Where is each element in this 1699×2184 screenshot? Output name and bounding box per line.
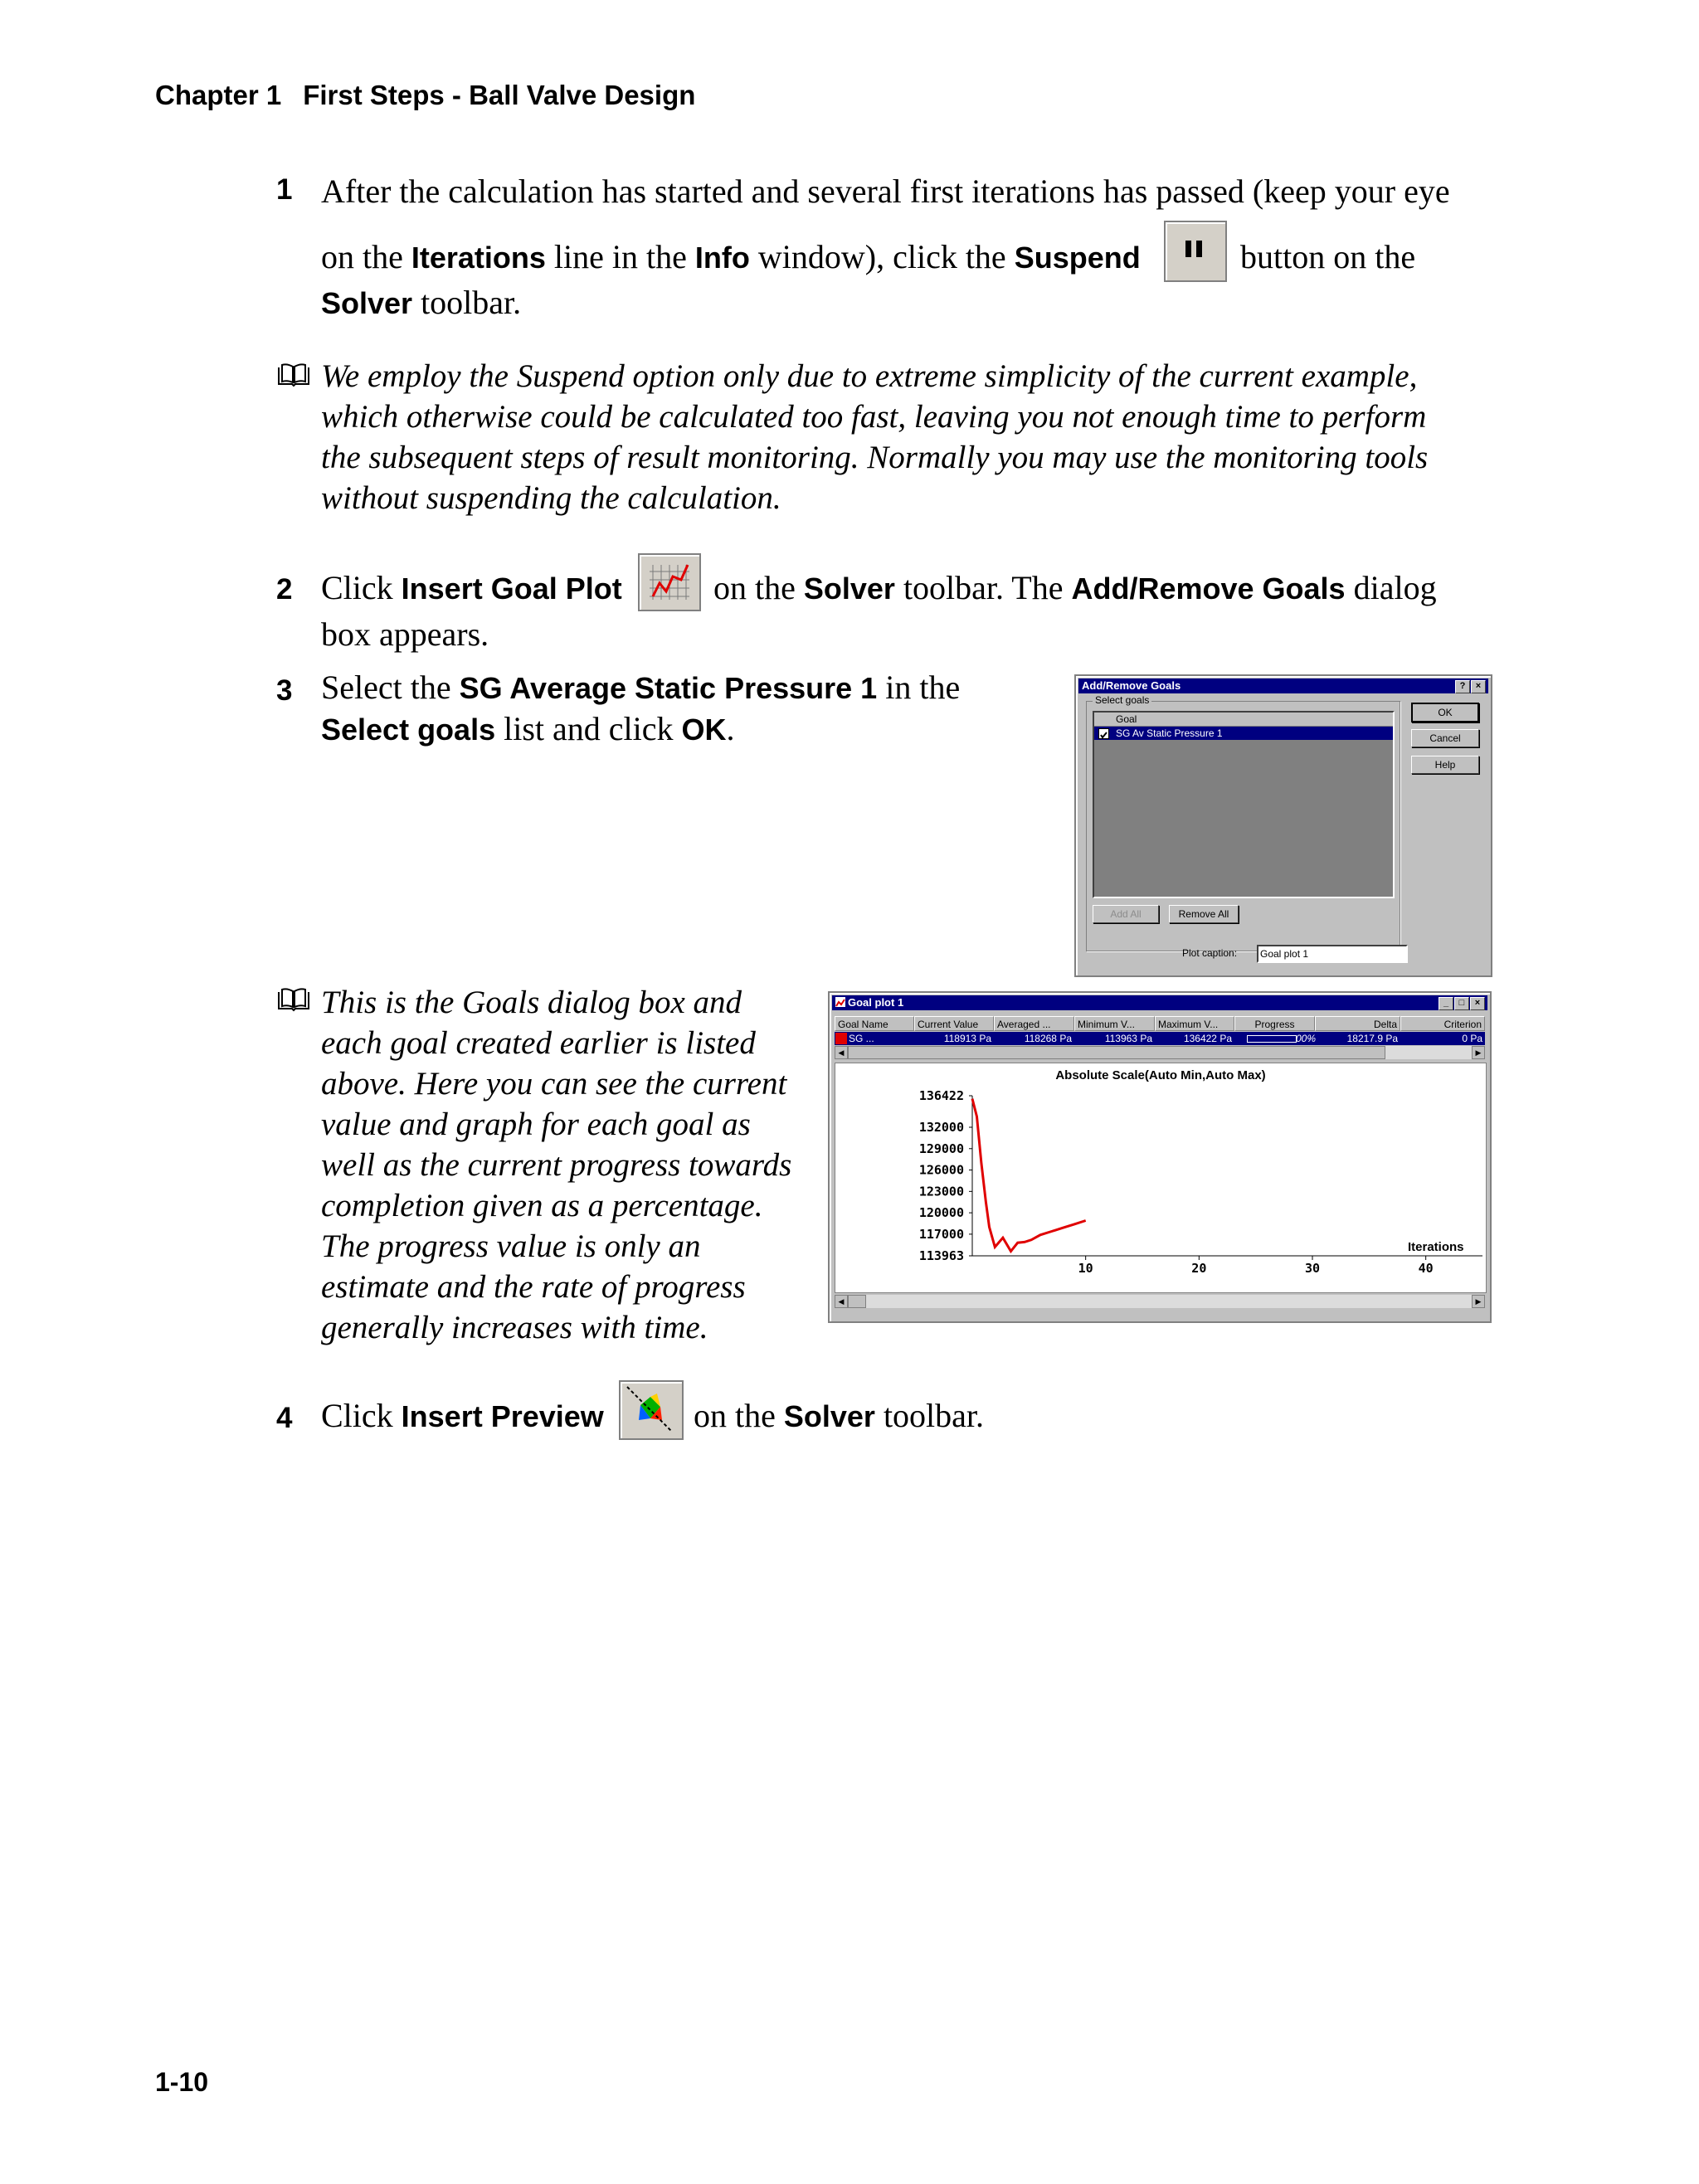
scroll-left-button[interactable]: ◀ bbox=[835, 1295, 848, 1308]
note-line: each goal created earlier is listed bbox=[321, 1025, 756, 1061]
step2-line1b bbox=[713, 565, 1437, 612]
text: on the bbox=[321, 238, 411, 275]
step4-line-a bbox=[321, 1393, 604, 1440]
note-line: The progress value is only an bbox=[321, 1228, 701, 1264]
goal-column-header: Goal bbox=[1116, 713, 1137, 725]
step1-line2 bbox=[321, 234, 1141, 281]
text-strong: OK bbox=[681, 713, 727, 747]
y-tick-label: 123000 bbox=[918, 1184, 964, 1199]
chapter-label: Chapter 1 bbox=[155, 80, 282, 110]
step3-line2 bbox=[321, 706, 735, 753]
plot-caption-label: Plot caption: bbox=[1182, 947, 1238, 959]
cell: 113963 Pa bbox=[1104, 1033, 1152, 1044]
series-color-swatch bbox=[835, 1033, 847, 1044]
text-strong: Solver bbox=[783, 1399, 875, 1433]
text: Click bbox=[321, 1397, 402, 1434]
note-line: above. Here you can see the current bbox=[321, 1066, 787, 1102]
x-axis-label: Iterations bbox=[1408, 1240, 1464, 1254]
plot-caption-input[interactable]: Goal plot 1 bbox=[1257, 945, 1408, 963]
column-header[interactable]: Delta bbox=[1315, 1016, 1400, 1031]
add-remove-goals-dialog bbox=[1074, 674, 1492, 977]
y-tick-label: 117000 bbox=[918, 1226, 964, 1242]
goal-row[interactable] bbox=[1094, 727, 1393, 740]
remove-all-button[interactable]: Remove All bbox=[1169, 905, 1239, 923]
text-strong: Solver bbox=[803, 572, 895, 606]
close-button[interactable]: × bbox=[1470, 997, 1485, 1010]
text: dialog bbox=[1345, 569, 1437, 606]
book-icon bbox=[277, 362, 310, 387]
goal-plot-title: Goal plot 1 bbox=[848, 996, 904, 1009]
x-tick-label: 30 bbox=[1304, 1261, 1321, 1276]
help-title-button[interactable]: ? bbox=[1455, 680, 1470, 693]
text: toolbar. bbox=[874, 1397, 985, 1434]
column-header[interactable]: Current Value bbox=[914, 1016, 994, 1031]
preview-icon bbox=[621, 1382, 682, 1438]
step2-line1a bbox=[321, 565, 622, 612]
text: toolbar. The bbox=[894, 569, 1072, 606]
text-strong: Add/Remove Goals bbox=[1071, 572, 1346, 606]
text-strong: Select goals bbox=[321, 713, 496, 747]
cancel-button[interactable]: Cancel bbox=[1411, 729, 1479, 747]
progress-value: 00% bbox=[1296, 1033, 1317, 1044]
close-button[interactable]: × bbox=[1471, 680, 1486, 693]
cell: SG ... bbox=[849, 1033, 874, 1044]
text: line in the bbox=[545, 238, 695, 275]
text: window), click the bbox=[749, 238, 1015, 275]
column-header[interactable]: Goal Name bbox=[835, 1016, 914, 1031]
scroll-left-button[interactable]: ◀ bbox=[835, 1046, 848, 1059]
suspend-button-image bbox=[1164, 221, 1227, 282]
step1-line2-end: button on the bbox=[1240, 238, 1416, 275]
scroll-thumb[interactable] bbox=[848, 1295, 866, 1308]
step3-line1 bbox=[321, 664, 960, 712]
goal-name: SG Av Static Pressure 1 bbox=[1116, 727, 1223, 739]
step1-line3 bbox=[321, 280, 521, 327]
note-line: completion given as a percentage. bbox=[321, 1188, 763, 1223]
step-number: 2 bbox=[276, 573, 293, 606]
step-number: 3 bbox=[276, 674, 293, 707]
column-header[interactable]: Maximum V... bbox=[1155, 1016, 1234, 1031]
column-header[interactable]: Minimum V... bbox=[1074, 1016, 1155, 1031]
text: on the bbox=[713, 569, 804, 606]
goals-list[interactable] bbox=[1093, 711, 1395, 898]
pause-icon bbox=[1166, 222, 1225, 280]
text: Click bbox=[321, 569, 402, 606]
step1-line1: After the calculation has started and several first iterations has passed (keep your eye bbox=[321, 173, 1450, 210]
goal-plot-window bbox=[828, 991, 1492, 1323]
x-tick-label: 40 bbox=[1418, 1261, 1434, 1276]
step-number: 4 bbox=[276, 1402, 293, 1434]
text-strong: Info bbox=[694, 241, 750, 275]
cell: 18217.9 Pa bbox=[1346, 1033, 1398, 1044]
text-strong: SG Average Static Pressure 1 bbox=[459, 671, 878, 705]
goal-table-header bbox=[835, 1016, 1485, 1031]
series-line bbox=[972, 1099, 1086, 1252]
note-line: estimate and the rate of progress bbox=[321, 1269, 746, 1305]
scroll-right-button[interactable]: ▶ bbox=[1472, 1295, 1485, 1308]
page-number: 1-10 bbox=[155, 2067, 209, 2097]
note-2 bbox=[321, 982, 791, 1348]
cell: 118913 Pa bbox=[943, 1033, 991, 1044]
goal-plot-icon bbox=[640, 555, 699, 610]
chapter-title: First Steps - Ball Valve Design bbox=[303, 80, 696, 110]
text: in the bbox=[877, 669, 961, 706]
note-line: generally increases with time. bbox=[321, 1310, 708, 1345]
progress-bar bbox=[1247, 1035, 1297, 1043]
column-header[interactable]: Criterion bbox=[1400, 1016, 1485, 1031]
scroll-thumb[interactable] bbox=[848, 1046, 1385, 1059]
x-tick-label: 10 bbox=[1078, 1261, 1093, 1276]
column-header[interactable]: Progress bbox=[1234, 1016, 1315, 1031]
step-number: 1 bbox=[276, 173, 293, 206]
checkbox-icon[interactable] bbox=[1098, 728, 1109, 739]
y-tick-label: 126000 bbox=[918, 1162, 964, 1178]
note-line: well as the current progress towards bbox=[321, 1147, 792, 1183]
note-line: the subsequent steps of result monitoring. Normally you may use the monitoring tools bbox=[321, 440, 1429, 475]
note-line: without suspending the calculation. bbox=[321, 480, 781, 516]
chapter-header bbox=[155, 80, 695, 111]
y-tick-label: 136422 bbox=[918, 1088, 964, 1103]
text: . bbox=[726, 710, 735, 747]
note-line: value and graph for each goal as bbox=[321, 1107, 751, 1142]
goal-plot-button-image bbox=[638, 553, 701, 611]
preview-button-image bbox=[619, 1380, 684, 1440]
note-line: We employ the Suspend option only due to extreme simplicity of the current example, bbox=[321, 358, 1418, 394]
help-button[interactable]: Help bbox=[1411, 756, 1479, 774]
text-strong: Suspend bbox=[1014, 241, 1141, 275]
book-icon bbox=[277, 987, 310, 1012]
note-1 bbox=[321, 356, 1428, 518]
text: list and click bbox=[495, 710, 682, 747]
goal-plot-titlebar bbox=[832, 995, 1487, 1010]
text: on the bbox=[694, 1397, 784, 1434]
text: toolbar. bbox=[412, 284, 522, 321]
maximize-button[interactable]: □ bbox=[1454, 997, 1469, 1010]
step2-line2: box appears. bbox=[321, 615, 489, 653]
goal-line-chart bbox=[835, 1063, 1486, 1292]
column-header[interactable]: Averaged ... bbox=[994, 1016, 1074, 1031]
dialog-titlebar bbox=[1078, 679, 1488, 693]
y-tick-label: 113963 bbox=[918, 1248, 964, 1263]
note-line: which otherwise could be calculated too fast, leaving you not enough time to perform bbox=[321, 399, 1427, 435]
text-strong: Insert Goal Plot bbox=[401, 572, 622, 606]
y-tick-label: 132000 bbox=[918, 1120, 964, 1136]
chart-app-icon bbox=[835, 997, 845, 1007]
cell: 0 Pa bbox=[1462, 1033, 1482, 1044]
plot-scrollbar[interactable] bbox=[835, 1295, 1485, 1308]
cell: 118268 Pa bbox=[1024, 1033, 1072, 1044]
select-goals-label: Select goals bbox=[1093, 694, 1151, 706]
y-tick-label: 129000 bbox=[918, 1141, 964, 1156]
scroll-right-button[interactable]: ▶ bbox=[1472, 1046, 1485, 1059]
add-all-button[interactable]: Add All bbox=[1093, 905, 1159, 923]
text: Select the bbox=[321, 669, 460, 706]
plot-title: Absolute Scale(Auto Min,Auto Max) bbox=[1055, 1068, 1266, 1082]
note-line: This is the Goals dialog box and bbox=[321, 985, 742, 1020]
text-strong: Solver bbox=[321, 286, 413, 320]
text-strong: Insert Preview bbox=[401, 1399, 604, 1433]
table-row[interactable] bbox=[835, 1032, 1485, 1045]
table-scrollbar[interactable] bbox=[835, 1046, 1485, 1059]
y-tick-label: 120000 bbox=[918, 1205, 964, 1221]
step4-line-b bbox=[694, 1393, 984, 1440]
x-tick-label: 20 bbox=[1191, 1261, 1207, 1276]
ok-button[interactable]: OK bbox=[1411, 703, 1479, 722]
text-strong: Iterations bbox=[411, 241, 546, 275]
dialog-title: Add/Remove Goals bbox=[1082, 679, 1181, 692]
cell: 136422 Pa bbox=[1183, 1033, 1232, 1044]
plot-area bbox=[835, 1063, 1487, 1293]
goals-list-header bbox=[1094, 713, 1393, 727]
minimize-button[interactable]: _ bbox=[1439, 997, 1453, 1010]
